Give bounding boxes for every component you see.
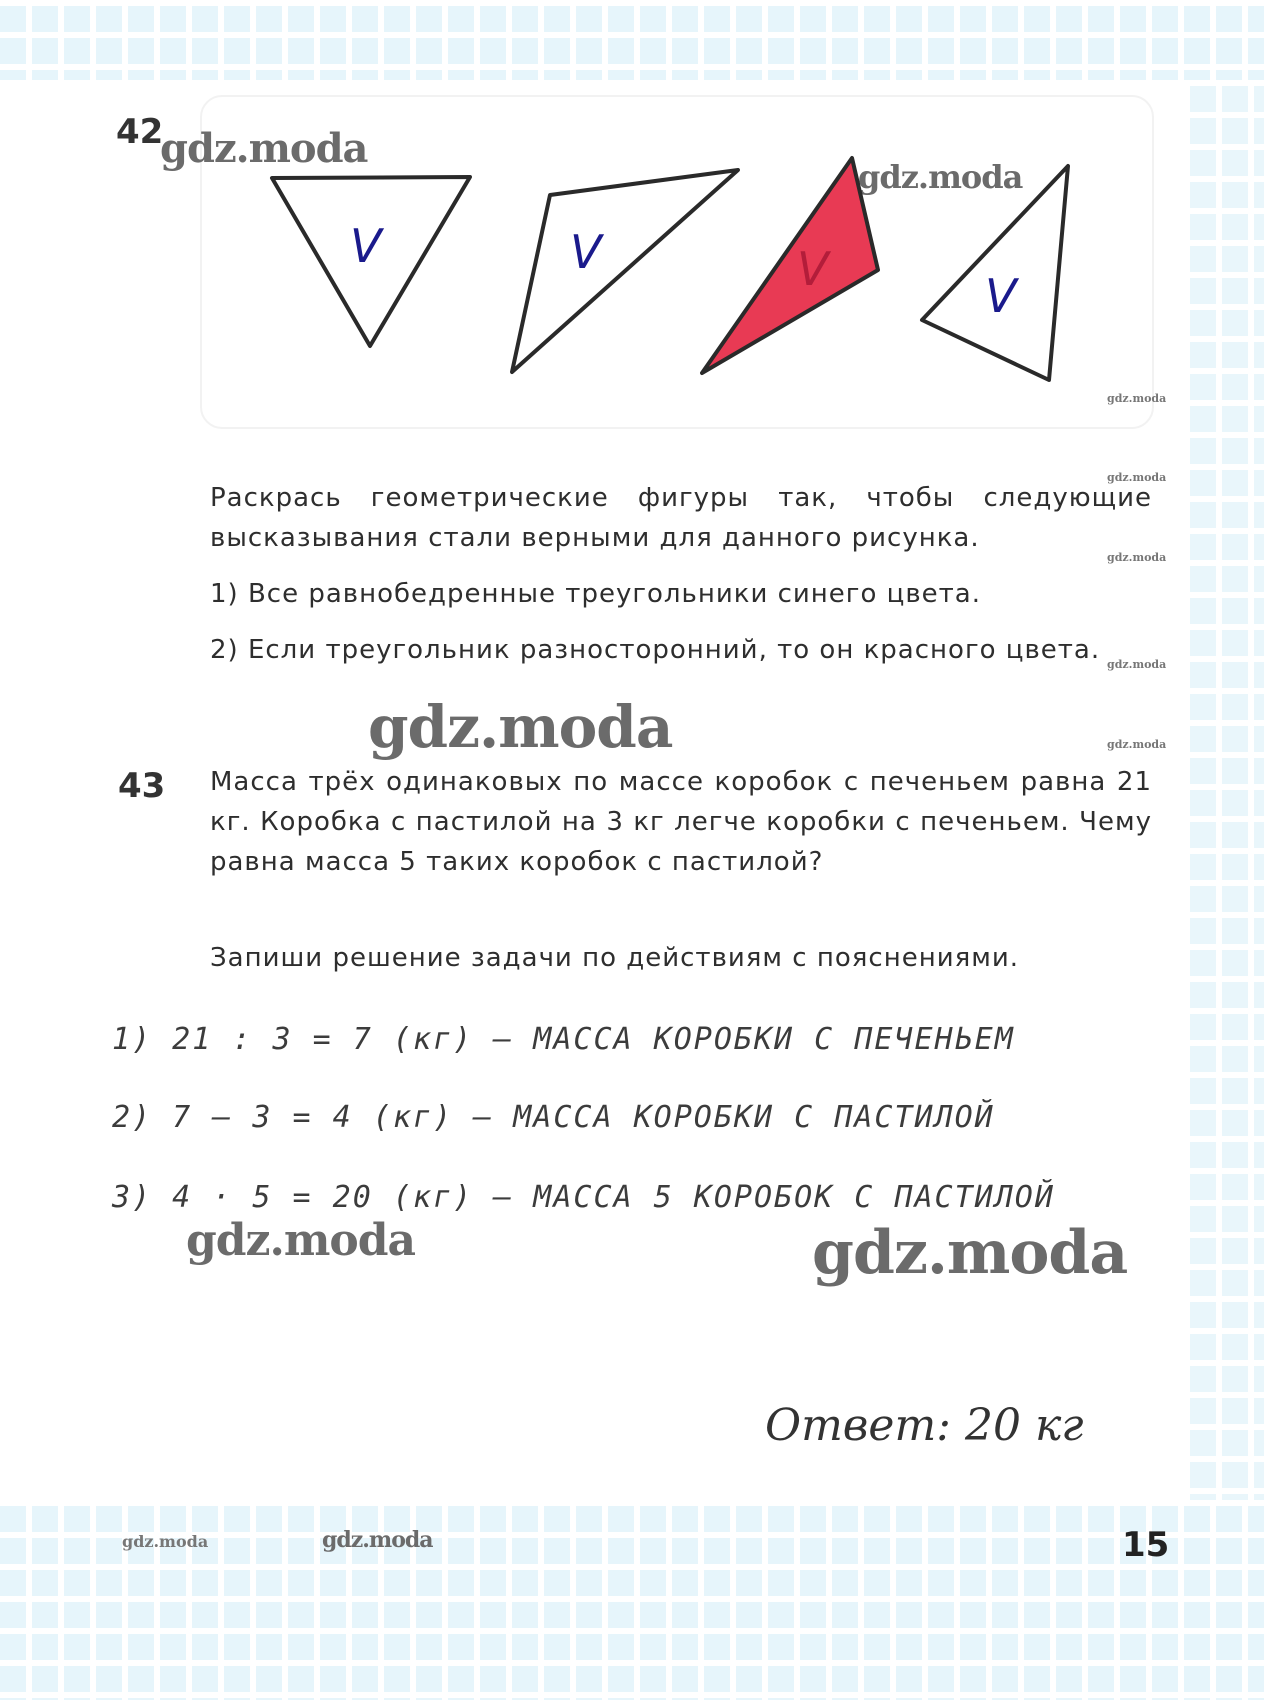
check-mark-2: V bbox=[570, 225, 602, 279]
page-number: 15 bbox=[1122, 1525, 1170, 1565]
watermark-small: gdz.moda bbox=[1107, 471, 1167, 484]
watermark: gdz.moda bbox=[186, 1215, 416, 1266]
watermark: gdz.moda bbox=[858, 158, 1023, 196]
triangle-scalene-red bbox=[702, 158, 878, 373]
exercise-42-statement-1: 1) Все равнобедренные треугольники синего цвета. bbox=[210, 579, 981, 609]
exercise-42-number: 42 bbox=[116, 112, 164, 152]
check-mark-4: V bbox=[985, 269, 1017, 323]
watermark: gdz.moda bbox=[812, 1218, 1128, 1288]
exercise-42-instruction: Раскрась геометрические фигуры так, чтобы следующие высказывания стали верными для данного рисунка. bbox=[210, 483, 1152, 553]
watermark-small: gdz.moda bbox=[1107, 658, 1167, 671]
solution-step-2: 2) 7 – 3 = 4 (кг) – МАССА КОРОБКИ С ПАСТИЛОЙ bbox=[112, 1100, 995, 1135]
watermark-small: gdz.moda bbox=[122, 1532, 209, 1551]
solution-step-1: 1) 21 : 3 = 7 (кг) – МАССА КОРОБКИ С ПЕЧЕНЬЕМ bbox=[112, 1022, 1015, 1057]
triangle-isosceles-2 bbox=[512, 170, 738, 372]
exercise-43-task: Запиши решение задачи по действиям с пояснениями. bbox=[210, 943, 1020, 973]
exercise-42-statement-2: 2) Если треугольник разносторонний, то он красного цвета. bbox=[210, 635, 1101, 665]
decorative-tiles-bottom bbox=[0, 1500, 1264, 1700]
watermark: gdz.moda bbox=[368, 693, 673, 761]
watermark: gdz.moda bbox=[322, 1527, 433, 1553]
check-mark-1: V bbox=[350, 219, 382, 273]
exercise-43-number: 43 bbox=[118, 766, 166, 806]
watermark-small: gdz.moda bbox=[1107, 392, 1167, 405]
solution-step-3: 3) 4 · 5 = 20 (кг) – МАССА 5 КОРОБОК С ПАСТИЛОЙ bbox=[112, 1180, 1055, 1215]
check-mark-3: V bbox=[797, 242, 829, 296]
watermark-small: gdz.moda bbox=[1107, 738, 1167, 751]
answer: Ответ: 20 кг bbox=[765, 1400, 1084, 1451]
triangles-figure bbox=[0, 0, 1264, 460]
watermark: gdz.moda bbox=[160, 125, 368, 172]
exercise-43-problem: Масса трёх одинаковых по массе коробок с печеньем равна 21 кг. Коробка с пастилой на 3 кг легче коробки с печеньем. Чему равна масса 5 таких коробок с пастилой? bbox=[210, 767, 1152, 877]
watermark-small: gdz.moda bbox=[1107, 551, 1167, 564]
